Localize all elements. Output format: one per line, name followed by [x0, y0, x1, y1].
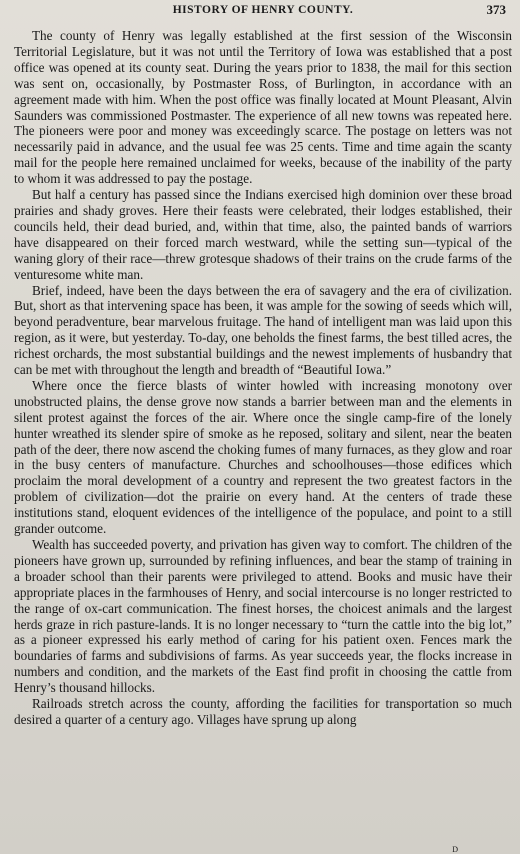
running-head-title: HISTORY OF HENRY COUNTY. — [172, 4, 354, 16]
paragraph-civilization: Brief, indeed, have been the days between the era of savagery and the era of civilization. But, short as that intervening space has been, it was ample for the sowing of seeds which will, beyond peradventure, bear marvelous fruitage. The hand of intelligent man was laid upon this region, as it were, but yesterday. To-day, one beholds the finest farms, the best tilled acres, the richest orchards, the most substantial buildings and the newest implements of husbandry that can be met with throughout the length and breadth of “Beautiful Iowa.” — [14, 282, 512, 378]
paragraph-post-office: The county of Henry was legally established at the first session of the Wisconsin Territorial Legislature, but it was not until the Territory of Iowa was established that a post office was opened at its county seat. During the years prior to 1838, the mail for this section was sent on, occasionally, by Postmaster Ross, of Burlington, in accordance with an agreement made with him. When the post office was finally located at Mount Pleasant, Alvin Saunders was commissioned Postmaster. The experience of all new towns was repeated here. The pioneers were poor and money was exceedingly scarce. The postage on letters was not necessarily paid in advance, and the usual fee was 25 cents. Time and time again the scanty mail for the people here remained unclaimed for weeks, because of the inability of the party to whom it was addressed to pay the postage. — [14, 28, 512, 187]
paragraph-progress: Where once the fierce blasts of winter howled with increasing monotony over unobstructed plains, the dense grove now stands a barrier between man and the elements in silent protest against the forces of the air. Where once the single camp-fire of the lonely hunter wreathed its slender spire of smoke as he reposed, solitary and silent, near the beaten path of the deer, there now ascend the choking fumes of many furnaces, as they glow and roar in the busy centers of manufacture. Churches and schoolhouses—those edifices which proclaim the moral development of a country and represent the two greatest factors in the problem of civilization—dot the prairie on every hand. At the centers of trade these institutions stand, eloquent evidences of the intelligence of the populace, and point to a still grander outcome. — [14, 377, 512, 537]
running-head — [14, 0, 512, 20]
paragraph-railroads: Railroads stretch across the county, affording the facilities for transportation so much desired a quarter of a century ago. Villages have sprung up along — [14, 696, 512, 727]
page-number: 373 — [486, 2, 506, 17]
body-text — [14, 28, 512, 728]
signature-mark: D — [452, 845, 458, 854]
paragraph-wealth: Wealth has succeeded poverty, and privation has given way to comfort. The children of the pioneers have grown up, surrounded by refining influences, and bear the stamp of training in a broader school than their parents were privileged to attend. Books and music have their appropriate places in the farmhouses of Henry, and social intercourse is no longer restricted to the range of ox-cart communication. The finest horses, the choicest animals and the largest herds graze in rich pasture-lands. It is no longer necessary to “turn the cattle into the big lot,” as a pioneer expressed his early method of caring for his patient oxen. Fences mark the boundaries of farms and subdivisions of farms. As year succeeds year, the flocks increase in numbers and condition, and the markets of the East find profit in choosing the cattle from Henry’s thousand hillocks. — [14, 537, 512, 696]
paragraph-indians: But half a century has passed since the Indians exercised high dominion over these broad prairies and shady groves. Here their feasts were celebrated, their lodges established, their councils held, their dead buried, and, within that time, also, the painted bands of warriors have disappeared on their forced march westward, while the setting sun—typical of the waning glory of their race—threw grotesque shadows of their trains on the crude farms of the venturesome white man. — [14, 187, 512, 282]
